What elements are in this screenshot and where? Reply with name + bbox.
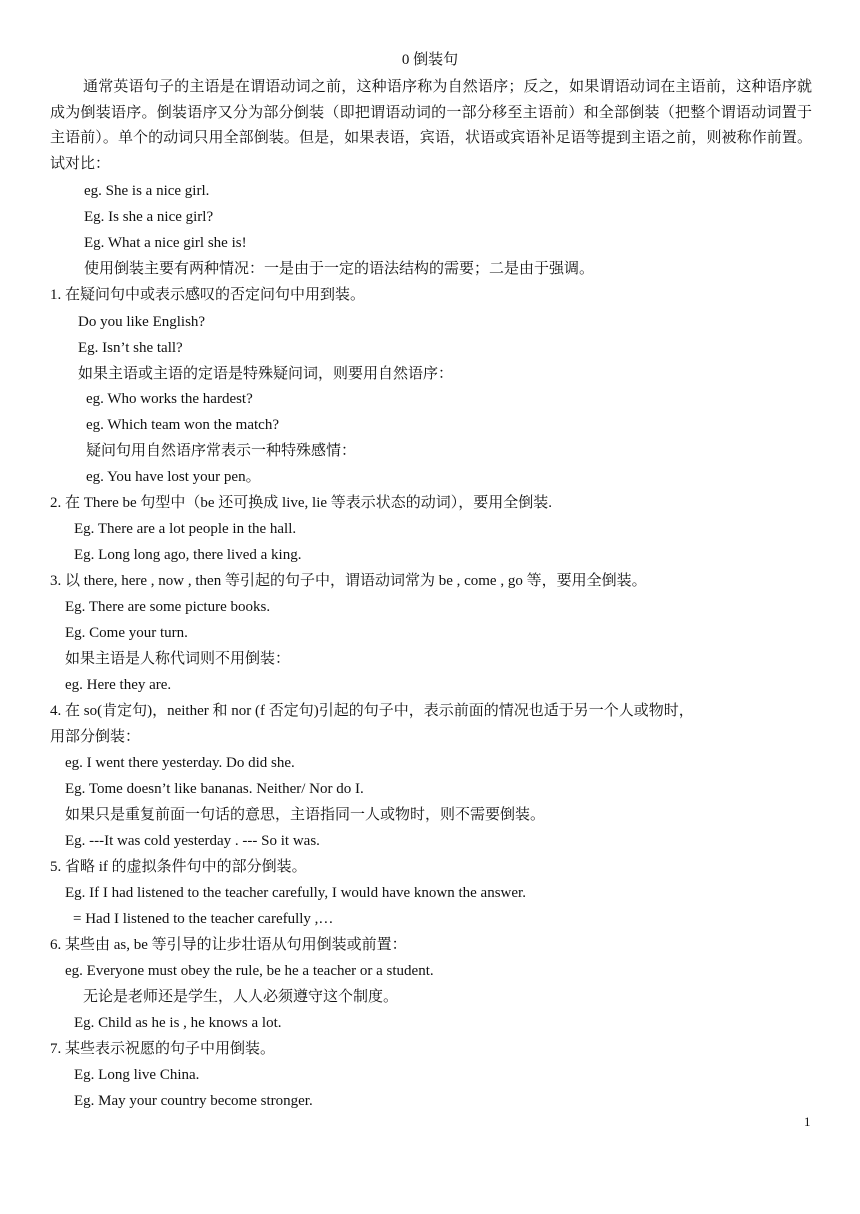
text-line: 无论是老师还是学生，人人必须遵守这个制度。 (83, 989, 399, 1005)
section-heading: 7. 某些表示祝愿的句子中用倒装。 (50, 1041, 276, 1057)
section-heading: 5. 省略 if 的虚拟条件句中的部分倒装。 (50, 859, 307, 875)
text-line: 使用倒装主要有两种情况：一是由于一定的语法结构的需要；二是由于强调。 (84, 261, 595, 277)
example-line: eg. Everyone must obey the rule, be he a teacher or a student. (65, 963, 434, 979)
example-line: Do you like English? (78, 314, 206, 330)
example-line: Eg. ---It was cold yesterday . --- So it was. (65, 833, 320, 849)
section-heading: 4. 在 so(肯定句)，neither 和 nor (f 否定句)引起的句子中，表示前面的情况也适于另一个人或物时， (50, 703, 694, 719)
section-heading: 6. 某些由 as, be 等引导的让步壮语从句用倒装或前置： (50, 937, 407, 953)
text-line: 如果主语是人称代词则不用倒装： (65, 651, 291, 667)
text-line: 疑问句用自然语序常表示一种特殊感情： (86, 443, 357, 459)
page-title: 0 倒装句 (401, 52, 459, 68)
example-line: eg. Here they are. (65, 677, 172, 693)
intro-paragraph: 通常英语句子的主语是在谓语动词之前，这种语序称为自然语序；反之，如果谓语动词在主语前，这种语序就成为倒装语序。倒装语序又分为部分倒装（即把谓语动词的一部分移至主语前）和全部倒装（把整个谓语动词置于主语前）。单个的动词只用全部倒装。但是，如果表语，宾语，状语或宾语补足语等提到主语之前，则被称作前置。试对比： (50, 79, 812, 172)
example-line: Eg. Isn’t she tall? (78, 340, 183, 356)
page-number: 1 (804, 1114, 811, 1129)
example-line: Eg. Long live China. (74, 1067, 200, 1083)
section-heading: 2. 在 There be 句型中（be 还可换成 live, lie 等表示状态的动词），要用全倒装. (50, 495, 553, 511)
text-line: 如果主语或主语的定语是特殊疑问词，则要用自然语序： (78, 366, 454, 382)
example-line: Eg. There are a lot people in the hall. (74, 521, 297, 537)
example-line: Eg. There are some picture books. (65, 599, 271, 615)
example-line: Eg. Long long ago, there lived a king. (74, 547, 302, 563)
example-line: eg. I went there yesterday. Do did she. (65, 755, 295, 771)
section-heading: 1. 在疑问句中或表示感叹的否定问句中用到装。 (50, 287, 366, 303)
example-line: eg. You have lost your pen。 (86, 469, 261, 485)
text-line: 用部分倒装： (50, 729, 141, 745)
example-line: Eg. Child as he is , he knows a lot. (74, 1015, 282, 1031)
example-line: Eg. What a nice girl she is! (84, 235, 247, 251)
example-line: Eg. Tome doesn’t like bananas. Neither/ Nor do I. (65, 781, 364, 797)
text-line: 如果只是重复前面一句话的意思，主语指同一人或物时，则不需要倒装。 (65, 807, 546, 823)
example-line: Eg. If I had listened to the teacher carefully, I would have known the answer. (65, 885, 526, 901)
example-line: Eg. May your country become stronger. (74, 1093, 313, 1109)
example-line: eg. Who works the hardest? (86, 391, 253, 407)
example-line: Eg. Come your turn. (65, 625, 188, 641)
example-line: Eg. Is she a nice girl? (84, 209, 214, 225)
section-heading: 3. 以 there, here , now , then 等引起的句子中，谓语动词常为 be , come , go 等，要用全倒装。 (50, 573, 647, 589)
example-line: eg. Which team won the match? (86, 417, 279, 433)
example-line: eg. She is a nice girl. (84, 183, 210, 199)
example-line: = Had I listened to the teacher carefully ,… (73, 911, 334, 927)
